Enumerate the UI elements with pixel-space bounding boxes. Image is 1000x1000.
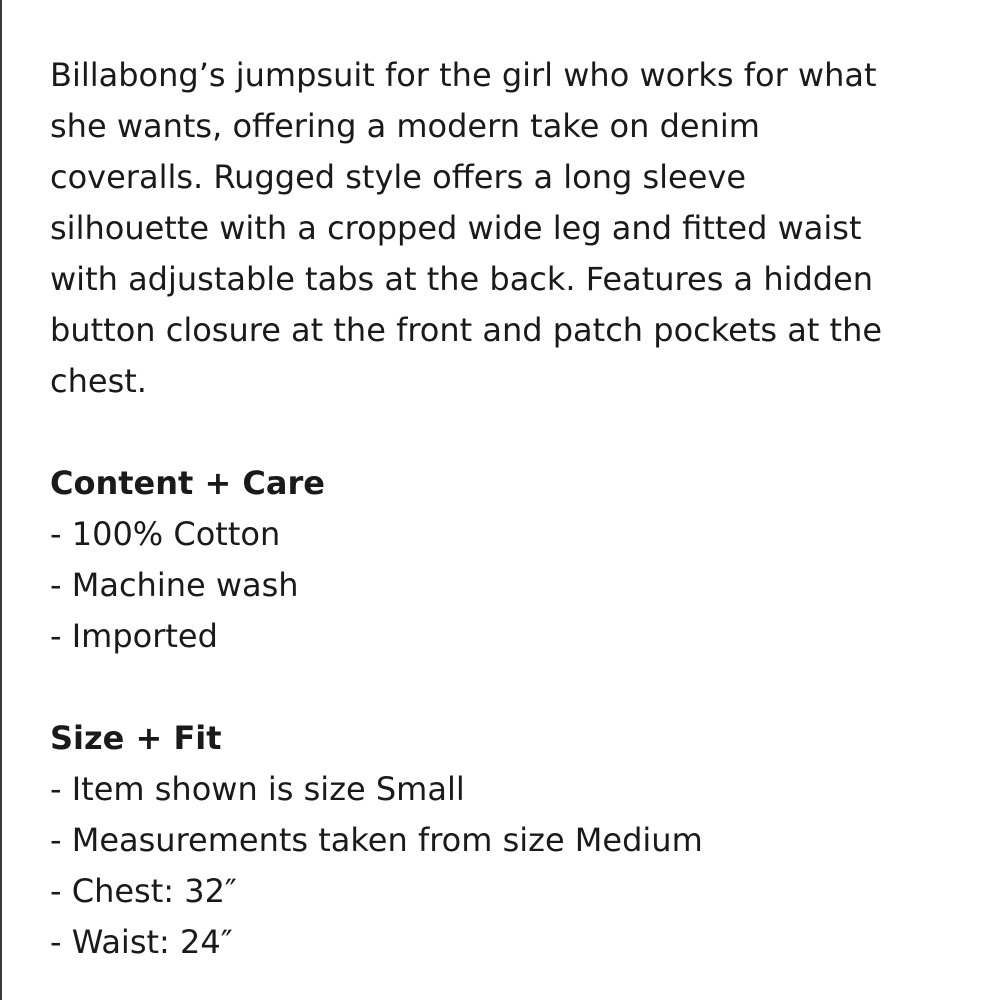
description-line: coveralls. Rugged style offers a long sleeve [50, 158, 747, 196]
content-care-heading: Content + Care [50, 464, 325, 502]
content-care-section [50, 458, 950, 662]
list-item: - Item shown is size Small [50, 770, 465, 808]
size-fit-heading: Size + Fit [50, 719, 222, 757]
content-care-list [50, 509, 950, 662]
list-item: - Machine wash [50, 566, 299, 604]
product-details [50, 50, 950, 968]
list-item: - Waist: 24″ [50, 923, 233, 961]
description-line: with adjustable tabs at the back. Features a hidden [50, 260, 874, 298]
size-fit-list [50, 764, 950, 968]
description-line: button closure at the front and patch pockets at the [50, 311, 883, 349]
description-line: she wants, offering a modern take on denim [50, 107, 760, 145]
description-line: silhouette with a cropped wide leg and fitted waist [50, 209, 862, 247]
list-item: - Imported [50, 617, 218, 655]
size-fit-section [50, 713, 950, 968]
left-edge-divider [0, 0, 2, 1000]
list-item: - 100% Cotton [50, 515, 281, 553]
product-description [50, 50, 950, 407]
list-item: - Chest: 32″ [50, 872, 237, 910]
description-line: Billabong’s jumpsuit for the girl who works for what [50, 56, 877, 94]
description-line: chest. [50, 362, 147, 400]
list-item: - Measurements taken from size Medium [50, 821, 703, 859]
